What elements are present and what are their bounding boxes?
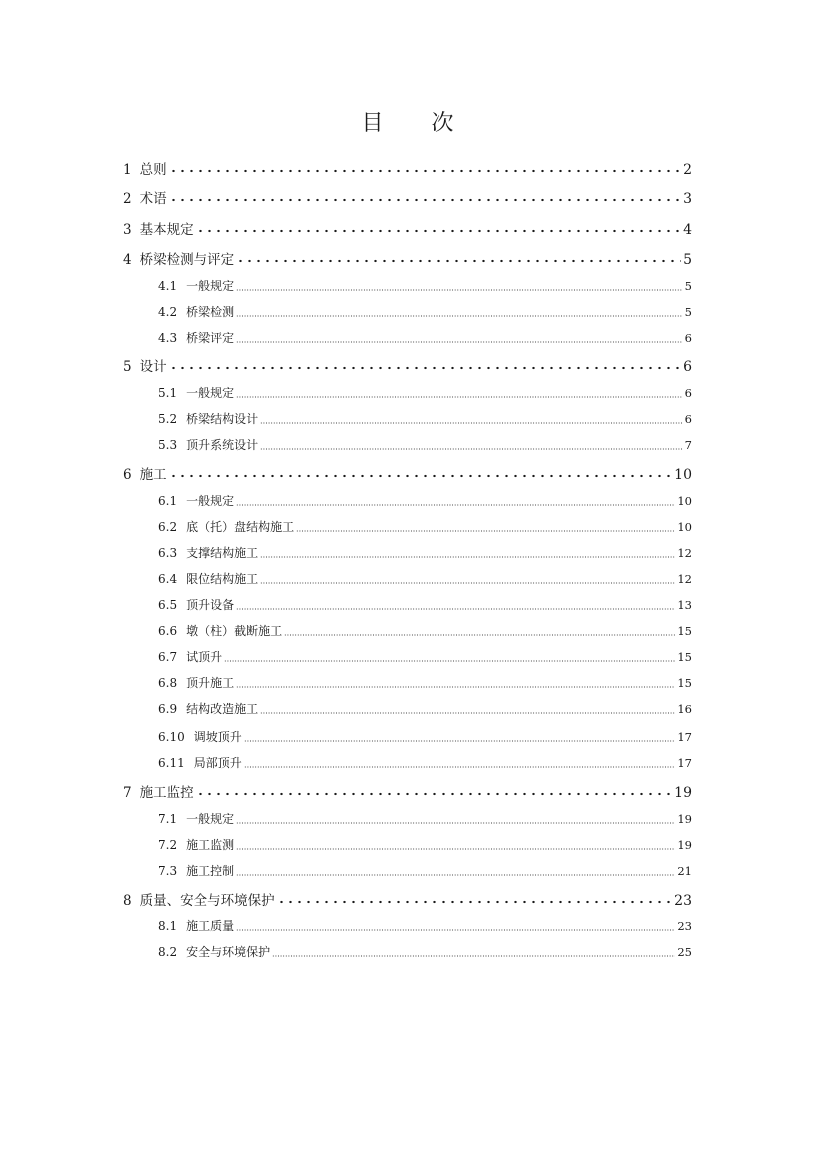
toc-section-entry[interactable] xyxy=(158,810,692,828)
toc-entry-label: 结构改造施工 xyxy=(186,702,259,716)
toc-entry-label: 施工监测 xyxy=(186,838,235,852)
toc-entry-label: 顶升设备 xyxy=(186,598,235,612)
toc-dot-leader xyxy=(244,740,676,742)
toc-entry-label: 墩（柱）截断施工 xyxy=(186,624,283,638)
toc-dot-leader xyxy=(260,556,675,558)
toc-dot-leader xyxy=(260,582,675,584)
toc-entry-number: 6.1 xyxy=(158,494,178,508)
toc-entry-page-number: 2 xyxy=(683,162,692,178)
toc-section-entry[interactable] xyxy=(158,329,692,347)
toc-entry-page-number: 6 xyxy=(684,386,692,400)
toc-entry-page-number: 5 xyxy=(684,305,692,319)
toc-chapter-entry[interactable] xyxy=(123,889,692,909)
toc-dot-leader xyxy=(236,259,681,263)
toc-entry-number: 6.11 xyxy=(158,756,185,770)
toc-entry-number: 5.1 xyxy=(158,386,178,400)
toc-entry-number: 2 xyxy=(123,191,132,207)
toc-entry-label: 试顶升 xyxy=(186,650,223,664)
toc-section-entry[interactable] xyxy=(158,436,692,454)
toc-chapter-entry[interactable] xyxy=(123,158,692,178)
toc-dot-leader xyxy=(236,504,675,506)
page-title xyxy=(0,106,815,137)
toc-dot-leader xyxy=(236,686,675,688)
toc-entry-label: 总则 xyxy=(139,162,167,178)
toc-entry-page-number: 5 xyxy=(683,252,692,268)
toc-entry-label: 安全与环境保护 xyxy=(186,945,271,959)
toc-entry-page-number: 10 xyxy=(674,467,692,483)
toc-entry-label: 调坡顶升 xyxy=(193,730,242,744)
toc-entry-number: 8 xyxy=(123,893,132,909)
toc-entry-number: 6.6 xyxy=(158,624,178,638)
toc-entry-label: 术语 xyxy=(139,191,167,207)
toc-dot-leader xyxy=(236,929,675,931)
toc-section-entry[interactable] xyxy=(158,700,692,718)
toc-chapter-entry[interactable] xyxy=(123,355,692,375)
toc-chapter-entry[interactable] xyxy=(123,187,692,207)
toc-entry-label: 底（托）盘结构施工 xyxy=(186,520,295,534)
toc-entry-label: 施工监控 xyxy=(139,785,194,801)
toc-dot-leader xyxy=(284,634,675,636)
toc-dot-leader xyxy=(169,169,681,173)
toc-entry-number: 4 xyxy=(123,252,132,268)
toc-section-entry[interactable] xyxy=(158,492,692,510)
toc-entry-label: 支撑结构施工 xyxy=(186,546,259,560)
toc-entry-number: 7.2 xyxy=(158,838,178,852)
toc-entry-label: 一般规定 xyxy=(186,812,235,826)
toc-entry-number: 6.3 xyxy=(158,546,178,560)
toc-section-entry[interactable] xyxy=(158,754,692,772)
toc-section-entry[interactable] xyxy=(158,674,692,692)
toc-dot-leader xyxy=(236,874,675,876)
toc-entry-number: 4.2 xyxy=(158,305,178,319)
toc-section-entry[interactable] xyxy=(158,303,692,321)
toc-dot-leader xyxy=(277,900,673,904)
toc-entry-number: 6.7 xyxy=(158,650,178,664)
toc-entry-page-number: 15 xyxy=(677,650,692,664)
toc-entry-page-number: 10 xyxy=(677,520,692,534)
toc-entry-number: 7.3 xyxy=(158,864,178,878)
toc-dot-leader xyxy=(236,341,683,343)
toc-entry-page-number: 3 xyxy=(683,191,692,207)
toc-entry-number: 7 xyxy=(123,785,132,801)
toc-entry-number: 4.1 xyxy=(158,279,178,293)
toc-dot-leader xyxy=(236,396,683,398)
toc-dot-leader xyxy=(236,848,675,850)
toc-entry-page-number: 12 xyxy=(677,572,692,586)
toc-entry-page-number: 13 xyxy=(677,598,692,612)
toc-entry-number: 6.10 xyxy=(158,730,185,744)
toc-entry-page-number: 10 xyxy=(677,494,692,508)
toc-entry-label: 桥梁评定 xyxy=(186,331,235,345)
toc-dot-leader xyxy=(224,660,675,662)
toc-dot-leader xyxy=(236,608,675,610)
toc-entry-number: 5.2 xyxy=(158,412,178,426)
toc-section-entry[interactable] xyxy=(158,410,692,428)
toc-entry-label: 局部顶升 xyxy=(193,756,242,770)
toc-section-entry[interactable] xyxy=(158,728,692,746)
toc-chapter-entry[interactable] xyxy=(123,218,692,238)
toc-entry-number: 3 xyxy=(123,222,132,238)
toc-entry-page-number: 17 xyxy=(677,730,692,744)
toc-dot-leader xyxy=(244,766,676,768)
toc-entry-label: 桥梁检测 xyxy=(186,305,235,319)
toc-section-entry[interactable] xyxy=(158,518,692,536)
toc-entry-number: 6 xyxy=(123,467,132,483)
toc-dot-leader xyxy=(296,530,675,532)
toc-entry-page-number: 12 xyxy=(677,546,692,560)
toc-entry-page-number: 15 xyxy=(677,624,692,638)
toc-dot-leader xyxy=(260,422,683,424)
toc-entry-label: 桥梁检测与评定 xyxy=(139,252,235,268)
toc-section-entry[interactable] xyxy=(158,943,692,961)
toc-entry-number: 8.1 xyxy=(158,919,178,933)
toc-entry-number: 4.3 xyxy=(158,331,178,345)
toc-entry-page-number: 23 xyxy=(674,893,692,909)
toc-section-entry[interactable] xyxy=(158,648,692,666)
toc-entry-label: 设计 xyxy=(139,359,167,375)
toc-entry-page-number: 16 xyxy=(677,702,692,716)
toc-entry-number: 7.1 xyxy=(158,812,178,826)
toc-section-entry[interactable] xyxy=(158,570,692,588)
toc-entry-number: 5.3 xyxy=(158,438,178,452)
toc-dot-leader xyxy=(260,712,675,714)
toc-entry-label: 质量、安全与环境保护 xyxy=(139,893,275,909)
toc-section-entry[interactable] xyxy=(158,622,692,640)
toc-entry-page-number: 19 xyxy=(677,838,692,852)
toc-entry-number: 1 xyxy=(123,162,132,178)
toc-dot-leader xyxy=(169,198,681,202)
toc-dot-leader xyxy=(196,229,681,233)
toc-dot-leader xyxy=(260,448,683,450)
toc-entry-label: 施工 xyxy=(139,467,167,483)
toc-entry-page-number: 6 xyxy=(683,359,692,375)
toc-entry-label: 限位结构施工 xyxy=(186,572,259,586)
toc-entry-page-number: 6 xyxy=(684,412,692,426)
toc-entry-page-number: 4 xyxy=(683,222,692,238)
toc-entry-page-number: 7 xyxy=(684,438,692,452)
toc-entry-number: 6.8 xyxy=(158,676,178,690)
toc-section-entry[interactable] xyxy=(158,277,692,295)
toc-chapter-entry[interactable] xyxy=(123,781,692,801)
toc-section-entry[interactable] xyxy=(158,862,692,880)
toc-entry-page-number: 21 xyxy=(677,864,692,878)
toc-dot-leader xyxy=(272,955,675,957)
toc-section-entry[interactable] xyxy=(158,917,692,935)
toc-entry-page-number: 25 xyxy=(677,945,692,959)
toc-entry-page-number: 23 xyxy=(677,919,692,933)
toc-entry-label: 一般规定 xyxy=(186,494,235,508)
toc-entry-label: 顶升系统设计 xyxy=(186,438,259,452)
toc-dot-leader xyxy=(236,315,683,317)
toc-entry-label: 施工控制 xyxy=(186,864,235,878)
toc-section-entry[interactable] xyxy=(158,836,692,854)
toc-entry-label: 一般规定 xyxy=(186,279,235,293)
toc-dot-leader xyxy=(236,289,683,291)
toc-entry-page-number: 17 xyxy=(677,756,692,770)
page-title-right: 次 xyxy=(431,111,454,136)
toc-dot-leader xyxy=(169,366,681,370)
toc-chapter-entry[interactable] xyxy=(123,463,692,483)
toc-section-entry[interactable] xyxy=(158,384,692,402)
toc-entry-label: 基本规定 xyxy=(139,222,194,238)
toc-entry-label: 顶升施工 xyxy=(186,676,235,690)
toc-entry-label: 施工质量 xyxy=(186,919,235,933)
toc-dot-leader xyxy=(169,474,673,478)
toc-entry-number: 6.9 xyxy=(158,702,178,716)
toc-entry-label: 一般规定 xyxy=(186,386,235,400)
toc-entry-number: 6.5 xyxy=(158,598,178,612)
toc-dot-leader xyxy=(236,822,675,824)
toc-section-entry[interactable] xyxy=(158,596,692,614)
toc-entry-page-number: 5 xyxy=(684,279,692,293)
toc-entry-page-number: 15 xyxy=(677,676,692,690)
toc-entry-number: 6.4 xyxy=(158,572,178,586)
toc-entry-page-number: 19 xyxy=(674,785,692,801)
toc-entry-number: 5 xyxy=(123,359,132,375)
toc-section-entry[interactable] xyxy=(158,544,692,562)
toc-entry-page-number: 19 xyxy=(677,812,692,826)
toc-entry-number: 8.2 xyxy=(158,945,178,959)
toc-entry-number: 6.2 xyxy=(158,520,178,534)
toc-dot-leader xyxy=(196,792,673,796)
toc-entry-page-number: 6 xyxy=(684,331,692,345)
toc-chapter-entry[interactable] xyxy=(123,248,692,268)
toc-entry-label: 桥梁结构设计 xyxy=(186,412,259,426)
page-title-left: 目 xyxy=(361,111,384,136)
